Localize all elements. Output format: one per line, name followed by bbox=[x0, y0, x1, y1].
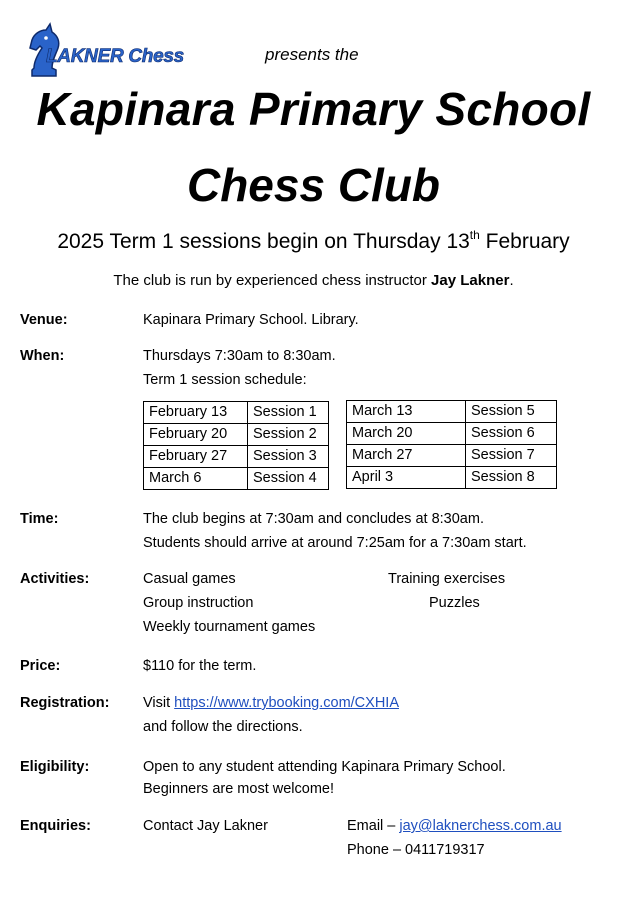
time-line1: The club begins at 7:30am and concludes at 8:30am. bbox=[143, 511, 484, 527]
schedule-row bbox=[144, 446, 329, 468]
eligibility-line1: Open to any student attending Kapinara Primary School. bbox=[143, 759, 506, 775]
schedule-row bbox=[347, 445, 557, 467]
activity-item: Group instruction bbox=[143, 595, 254, 611]
intro-text bbox=[0, 272, 627, 289]
subtitle bbox=[0, 228, 627, 254]
schedule-session: Session 8 bbox=[466, 467, 557, 489]
eligibility-label: Eligibility: bbox=[20, 759, 90, 775]
time-label: Time: bbox=[20, 511, 59, 527]
when-line2: Term 1 session schedule: bbox=[143, 372, 307, 388]
enquiries-phone: Phone – 0411719317 bbox=[347, 842, 485, 858]
activity-item: Casual games bbox=[143, 571, 236, 587]
schedule-row bbox=[347, 467, 557, 489]
intro-before: The club is run by experienced chess instructor bbox=[113, 272, 432, 289]
schedule-date: March 20 bbox=[347, 423, 466, 445]
subtitle-text: 2025 Term 1 sessions begin on Thursday 13 bbox=[57, 230, 470, 253]
schedule-date: March 6 bbox=[144, 468, 248, 490]
schedule-row bbox=[347, 401, 557, 423]
schedule-date: April 3 bbox=[347, 467, 466, 489]
instructor-name: Jay Lakner bbox=[431, 272, 510, 289]
activity-item: Puzzles bbox=[429, 595, 480, 611]
lakner-chess-logo bbox=[22, 18, 212, 82]
schedule-session: Session 2 bbox=[248, 424, 329, 446]
price-label: Price: bbox=[20, 658, 61, 674]
registration-line2: and follow the directions. bbox=[143, 719, 303, 735]
subtitle-text-end: February bbox=[479, 230, 570, 253]
registration-line1 bbox=[143, 692, 399, 715]
schedule-table-left bbox=[143, 401, 329, 490]
schedule-session: Session 4 bbox=[248, 468, 329, 490]
email-link[interactable]: jay@laknerchess.com.au bbox=[399, 818, 562, 834]
schedule-date: February 20 bbox=[144, 424, 248, 446]
registration-prefix: Visit bbox=[143, 695, 175, 711]
venue-label: Venue: bbox=[20, 312, 68, 328]
email-prefix: Email – bbox=[347, 818, 400, 834]
schedule-row bbox=[144, 468, 329, 490]
schedule-session: Session 6 bbox=[466, 423, 557, 445]
subtitle-sup: th bbox=[469, 228, 480, 242]
enquiries-label: Enquiries: bbox=[20, 818, 91, 834]
logo-text: LAKNER Chess bbox=[46, 46, 184, 67]
when-line1: Thursdays 7:30am to 8:30am. bbox=[143, 348, 336, 364]
activity-item: Weekly tournament games bbox=[143, 619, 316, 635]
schedule-date: February 27 bbox=[144, 446, 248, 468]
intro-after: . bbox=[509, 272, 514, 289]
presents-text: presents the bbox=[265, 45, 359, 64]
schedule-date: February 13 bbox=[144, 402, 248, 424]
schedule-session: Session 7 bbox=[466, 445, 557, 467]
schedule-session: Session 5 bbox=[466, 401, 557, 423]
schedule-row bbox=[144, 424, 329, 446]
schedule-row bbox=[347, 423, 557, 445]
price-value: $110 for the term. bbox=[143, 658, 257, 674]
enquiries-contact: Contact Jay Lakner bbox=[143, 818, 268, 834]
schedule-row bbox=[144, 402, 329, 424]
schedule-date: March 27 bbox=[347, 445, 466, 467]
activity-item: Training exercises bbox=[388, 571, 506, 587]
page-title-line1: Kapinara Primary School bbox=[36, 83, 591, 135]
schedule-table-right bbox=[346, 400, 557, 489]
registration-label: Registration: bbox=[20, 695, 110, 711]
enquiries-email-line bbox=[347, 815, 562, 838]
venue-value: Kapinara Primary School. Library. bbox=[143, 312, 359, 328]
schedule-date: March 13 bbox=[347, 401, 466, 423]
time-line2: Students should arrive at around 7:25am for a 7:30am start. bbox=[143, 535, 527, 551]
trybooking-link[interactable]: https://www.trybooking.com/CXHIA bbox=[174, 695, 399, 711]
eligibility-line2: Beginners are most welcome! bbox=[143, 781, 334, 797]
page-title-line2: Chess Club bbox=[186, 159, 441, 211]
activities-label: Activities: bbox=[20, 571, 90, 587]
when-label: When: bbox=[20, 348, 65, 364]
schedule-session: Session 1 bbox=[248, 402, 329, 424]
schedule-session: Session 3 bbox=[248, 446, 329, 468]
